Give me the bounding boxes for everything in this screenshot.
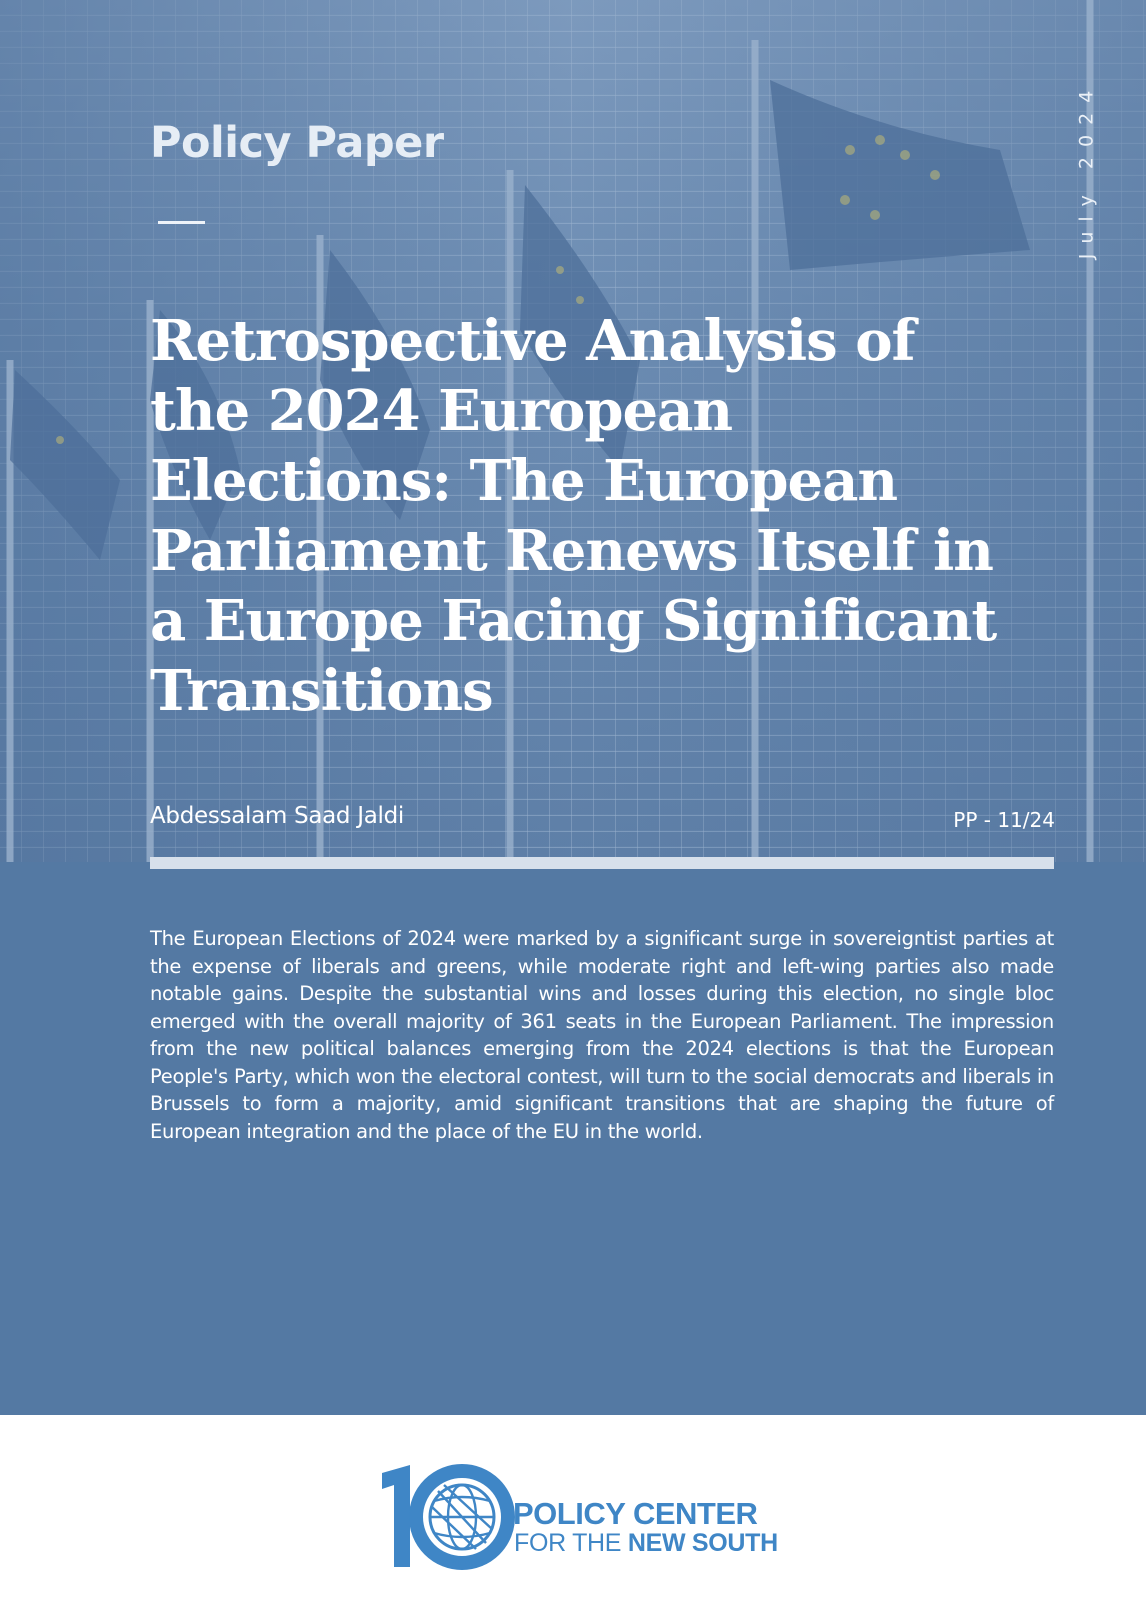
abstract-text: The European Elections of 2024 were marked by a significant surge in sovereigntist parties at the expense of liberals and greens, while moderate right and left-wing parties also made notable gains. Despite the substantial wins and losses during this election, no single bloc emerged with the overall majority of 361 seats in the European Parliament. The impression from the new political balances emerging from the 2024 elections is that the European People's Party, which won the electoral contest, will turn to the social democrats and liberals in Brussels to form a majority, amid significant transitions that are shaping the future of European integration and the place of the EU in the world. [150,927,1054,1143]
paper-title: Retrospective Analysis of the 2024 European Elections: The European Parliament Renews Itself in a Europe Facing Significant Transitions [150,308,997,724]
logo-line2-prefix: FOR THE [514,1529,622,1557]
divider-short [158,221,205,224]
series-label: Policy Paper [150,118,444,168]
policy-center-logo [378,1463,798,1573]
logo-name-line1: POLICY CENTER [513,1496,758,1531]
date-vertical [1073,60,1099,280]
logo-line2-emphasis: NEW SOUTH [627,1529,778,1557]
globe-icon [378,1463,518,1573]
logo-years-label: YEARS [451,1558,485,1568]
date-text: July 2024 [1075,80,1097,260]
logo-name-line2 [514,1529,778,1558]
divider-bar [150,857,1054,869]
author-name: Abdessalam Saad Jaldi [150,803,405,829]
paper-number: PP - 11/24 [953,808,1055,832]
